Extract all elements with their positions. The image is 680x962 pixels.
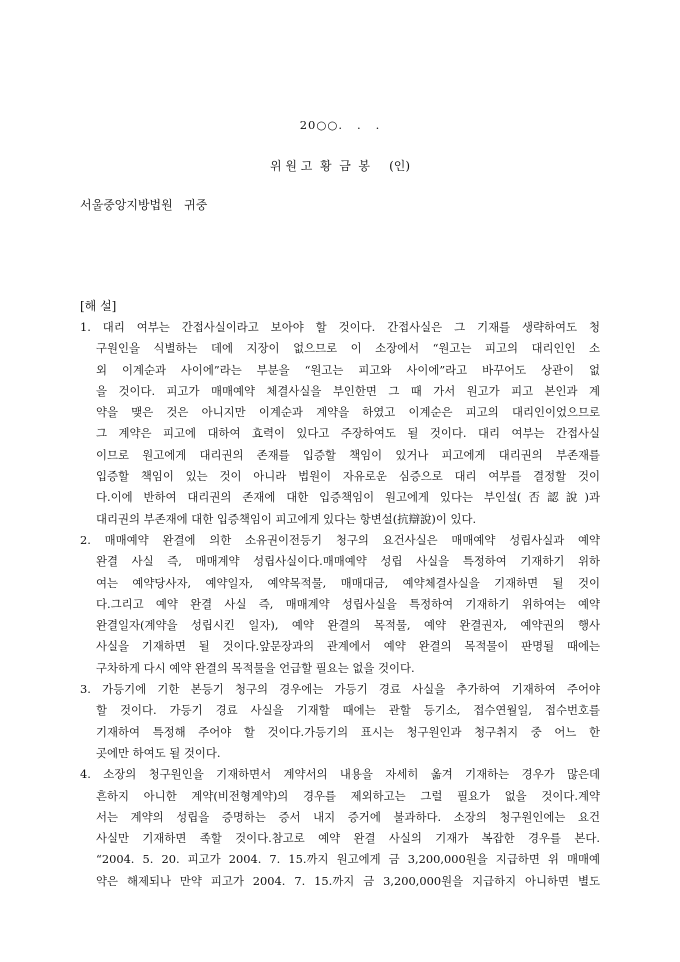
date-line: 20○○. . . [299,118,381,132]
note-line: 입증할 책임이 있는 것이 아니라 법원이 자유로운 심증으로 대리 여부를 결정할 것이 [96,469,600,484]
note-line: 곳에만 하여도 될 것이다. [96,745,221,760]
note-line: 을 것이다. 피고가 매매예약 체결사실을 부인한면 그 때 가서 원고가 피고 본인과 계 [96,383,600,398]
note-line: 이므로 원고에게 대리권의 존재를 입증할 책임이 있거나 피고에게 대리권의 부존재를 [96,447,600,462]
note-line: 3. 가등기에 기한 본등기 청구의 경우에는 가등기 경료 사실을 추가하여 기재하여 주어야 [80,682,600,697]
note-line: 완결일자(계약을 성립시킨 일자), 예약 완결의 목적물, 예약 완결권자, 예약권의 행사 [96,618,600,633]
section-title: [해 설] [80,299,117,313]
note-line: 완결 사실 즉, 매매계약 성립사실이다.매매예약 성립 사실을 특정하여 기재하기 위하 [96,554,600,569]
note-line: 구차하게 다시 예약 완결의 목적물을 언급할 필요는 없을 것이다. [96,660,415,675]
note-line: 4. 소장의 청구원인을 기재하면서 계약서의 내용을 자세히 옮겨 기재하는 경우가 많은데 [80,767,600,782]
note-line: 다.그리고 예약 완결 사실 즉, 매매계약 성립사실을 특정하여 기재하기 위하여는 예약 [96,596,600,611]
notes-body [80,317,600,892]
note-1 [80,317,600,530]
note-line: 대리권의 부존재에 대한 입증책임이 피고에게 있다는 항변설(抗辯說)이 있다. [96,511,477,526]
note-line: 그 계약은 피고에 대하여 효력이 있다고 주장하여도 될 것이다. 대리 여부는 간접사실 [96,426,600,441]
note-2 [80,530,600,679]
note-line: 1. 대리 여부는 간접사실이라고 보아야 할 것이다. 간접사실은 그 기재를 생략하여도 청 [80,320,600,334]
note-line: 약은 해제되나 만약 피고가 2004. 7. 15.까지 금 3,200,000원을 지급하지 아니하면 별도 [96,873,600,888]
note-line: 할 것이다. 가등기 경료 사실을 기재할 때에는 관할 등기소, 접수연월일, 접수번호를 [96,703,600,718]
note-line: “2004. 5. 20. 피고가 2004. 7. 15.까지 원고에게 금 3,200,000원을 지급하면 위 매매예 [96,852,600,867]
note-line: 여는 예약당사자, 예약일자, 예약목적물, 매매대금, 예약체결사실을 기재하면 될 것이 [96,575,600,590]
note-4 [80,764,600,892]
note-line: 약을 맺은 것은 아니지만 이계순과 계약을 하였고 이계순은 피고의 대리인이었으므로 [96,405,600,420]
note-line: 흔하지 아니한 계약(비전형계약)의 경우를 제외하고는 그럴 필요가 없을 것이다.계약 [96,788,600,803]
note-line: 다.이에 반하여 대리권의 존재에 대한 입증책임이 원고에게 있다는 부인설(否認說)과 [96,490,600,505]
note-line: 서는 계약의 성립을 증명하는 증서 내지 증거에 불과하다. 소장의 청구원인에는 요건 [96,809,600,824]
signer-line: 위 원 고 황 금 봉 (인) [269,159,411,173]
note-line: 2. 매매예약 완결에 의한 소유권이전등기 청구의 요건사실은 매매예약 성립사실과 예약 [80,532,600,547]
court-addressee: 서울중앙지방법원 귀중 [80,198,208,212]
note-line: 사실만 기재하면 족할 것이다.참고로 예약 완결 사실의 기재가 복잡한 경우를 본다. [96,831,600,846]
note-line: 외 이계순과 사이에”라는 부분을 “원고는 피고와 사이에”라고 바꾸어도 상관이 없 [96,362,600,377]
note-line: 사실을 기재하면 될 것이다.앞문장과의 관계에서 예약 완결의 목적물이 판명될 때에는 [96,639,600,654]
note-line: 기재하여 특정해 주어야 할 것이다.가등기의 표시는 청구원인과 청구취지 중 어느 한 [96,724,600,739]
note-line: 구원인을 식별하는 데에 지장이 없으므로 이 소장에서 “원고는 피고의 대리인인 소 [96,341,600,356]
note-3 [80,679,600,764]
